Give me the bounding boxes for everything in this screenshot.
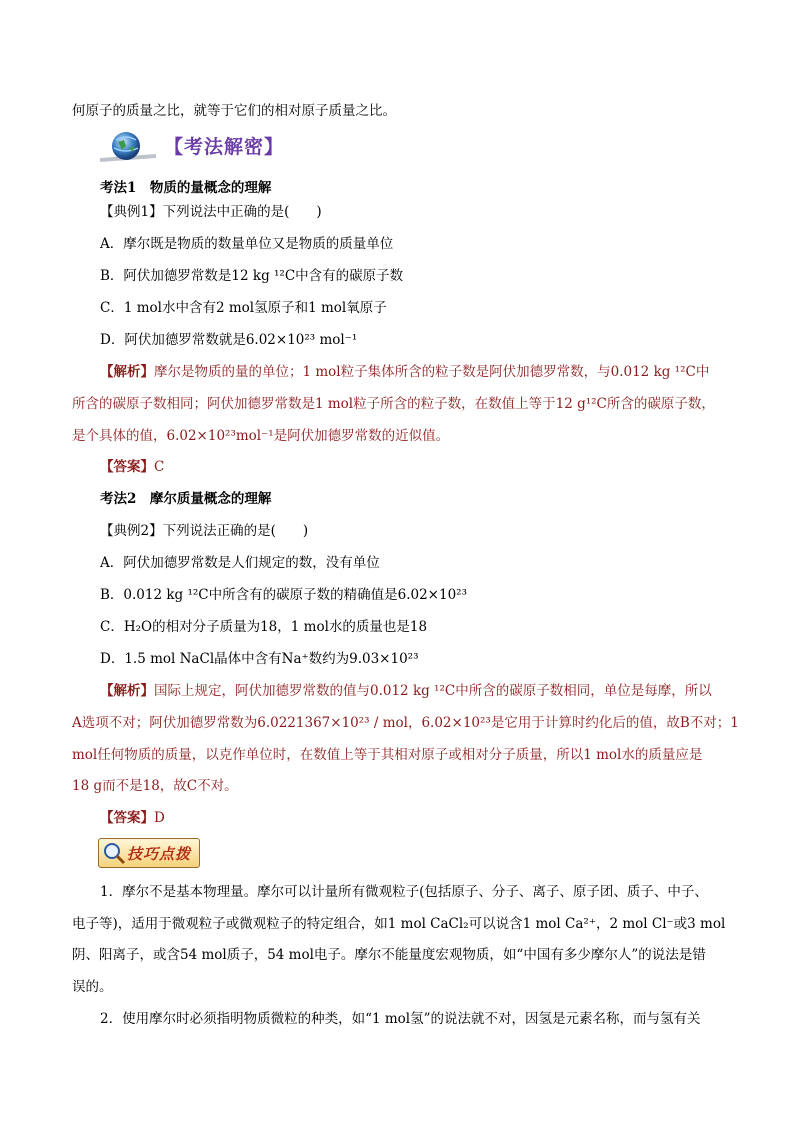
method2-option-b: B．0.012 kg ¹²C中所含有的碳原子数的精确值是6.02×10²³ — [100, 587, 467, 603]
method1-option-c: C．1 mol水中含有2 mol氢原子和1 mol氧原子 — [100, 300, 387, 316]
tip1-line2: 电子等)，适用于微观粒子或微观粒子的特定组合，如1 mol CaCl₂可以说含1 mol Ca²⁺，2 mol Cl⁻或3 mol — [72, 916, 726, 932]
analysis-label: 【解析】 — [100, 364, 154, 380]
magnifier-icon — [102, 841, 126, 865]
method1-analysis-line2: 所含的碳原子数相同；阿伏加德罗常数是1 mol粒子所含的粒子数，在数值上等于12 g¹²C所含的碳原子数， — [72, 396, 715, 412]
method2-question: 【典例2】下列说法正确的是( ) — [100, 523, 309, 539]
method1-option-b: B．阿伏加德罗常数是12 kg ¹²C中含有的碳原子数 — [100, 268, 404, 284]
method2-analysis-line4: 18 g而不是18，故C不对。 — [72, 778, 238, 794]
method1-title: 考法1 物质的量概念的理解 — [100, 180, 272, 196]
method1-answer: 【答案】C — [100, 459, 165, 475]
tip1-line3: 阴、阳离子，或含54 mol质子，54 mol电子。摩尔不能量度宏观物质，如“中国有多少摩尔人”的说法是错 — [72, 947, 706, 963]
answer-label: 【答案】 — [100, 810, 154, 826]
method1-option-d: D．阿伏加德罗常数就是6.02×10²³ mol⁻¹ — [100, 332, 358, 348]
answer-label: 【答案】 — [100, 459, 154, 475]
intro-text: 何原子的质量之比，就等于它们的相对原子质量之比。 — [72, 103, 396, 119]
method1-analysis-line1: 【解析】摩尔是物质的量的单位；1 mol粒子集体所含的粒子数是阿伏加德罗常数，与0.012 kg ¹²C中 — [100, 364, 710, 380]
method2-answer: 【答案】D — [100, 810, 165, 826]
method2-option-c: C．H₂O的相对分子质量为18，1 mol水的质量也是18 — [100, 619, 428, 635]
tip2-line1: 2．使用摩尔时必须指明物质微粒的种类，如“1 mol氢”的说法就不对，因氢是元素名称，而与氢有关 — [100, 1011, 701, 1027]
method2-option-d: D．1.5 mol NaCl晶体中含有Na⁺数约为9.03×10²³ — [100, 651, 419, 667]
method2-analysis-line2: A选项不对；阿伏加德罗常数为6.0221367×10²³ / mol，6.02×10²³是它用于计算时约化后的值，故B不对；1 — [72, 715, 739, 731]
method2-analysis-line1: 【解析】国际上规定，阿伏加德罗常数的值与0.012 kg ¹²C中所含的碳原子数相同，单位是每摩，所以 — [100, 683, 712, 699]
method1-question: 【典例1】下列说法中正确的是( ) — [100, 204, 322, 220]
method-banner — [96, 128, 296, 164]
method2-title: 考法2 摩尔质量概念的理解 — [100, 491, 272, 507]
method2-analysis-line3: mol任何物质的质量，以克作单位时，在数值上等于其相对原子或相对分子质量，所以1 mol水的质量应是 — [72, 747, 703, 763]
banner-label: 【考法解密】 — [164, 136, 285, 158]
tip1-line1: 1．摩尔不是基本物理量。摩尔可以计量所有微观粒子(包括原子、分子、离子、原子团、质子、中子、 — [100, 884, 708, 900]
method2-option-a: A．阿伏加德罗常数是人们规定的数，没有单位 — [100, 555, 380, 571]
tips-label: 技巧点拨 — [127, 845, 192, 863]
analysis-label: 【解析】 — [100, 683, 154, 699]
method1-option-a: A．摩尔既是物质的数量单位又是物质的质量单位 — [100, 236, 394, 252]
globe-icon — [96, 128, 160, 164]
tips-badge — [98, 838, 200, 868]
method1-analysis-line3: 是个具体的值，6.02×10²³mol⁻¹是阿伏加德罗常数的近似值。 — [72, 428, 450, 444]
tip1-line4: 误的。 — [72, 979, 113, 995]
